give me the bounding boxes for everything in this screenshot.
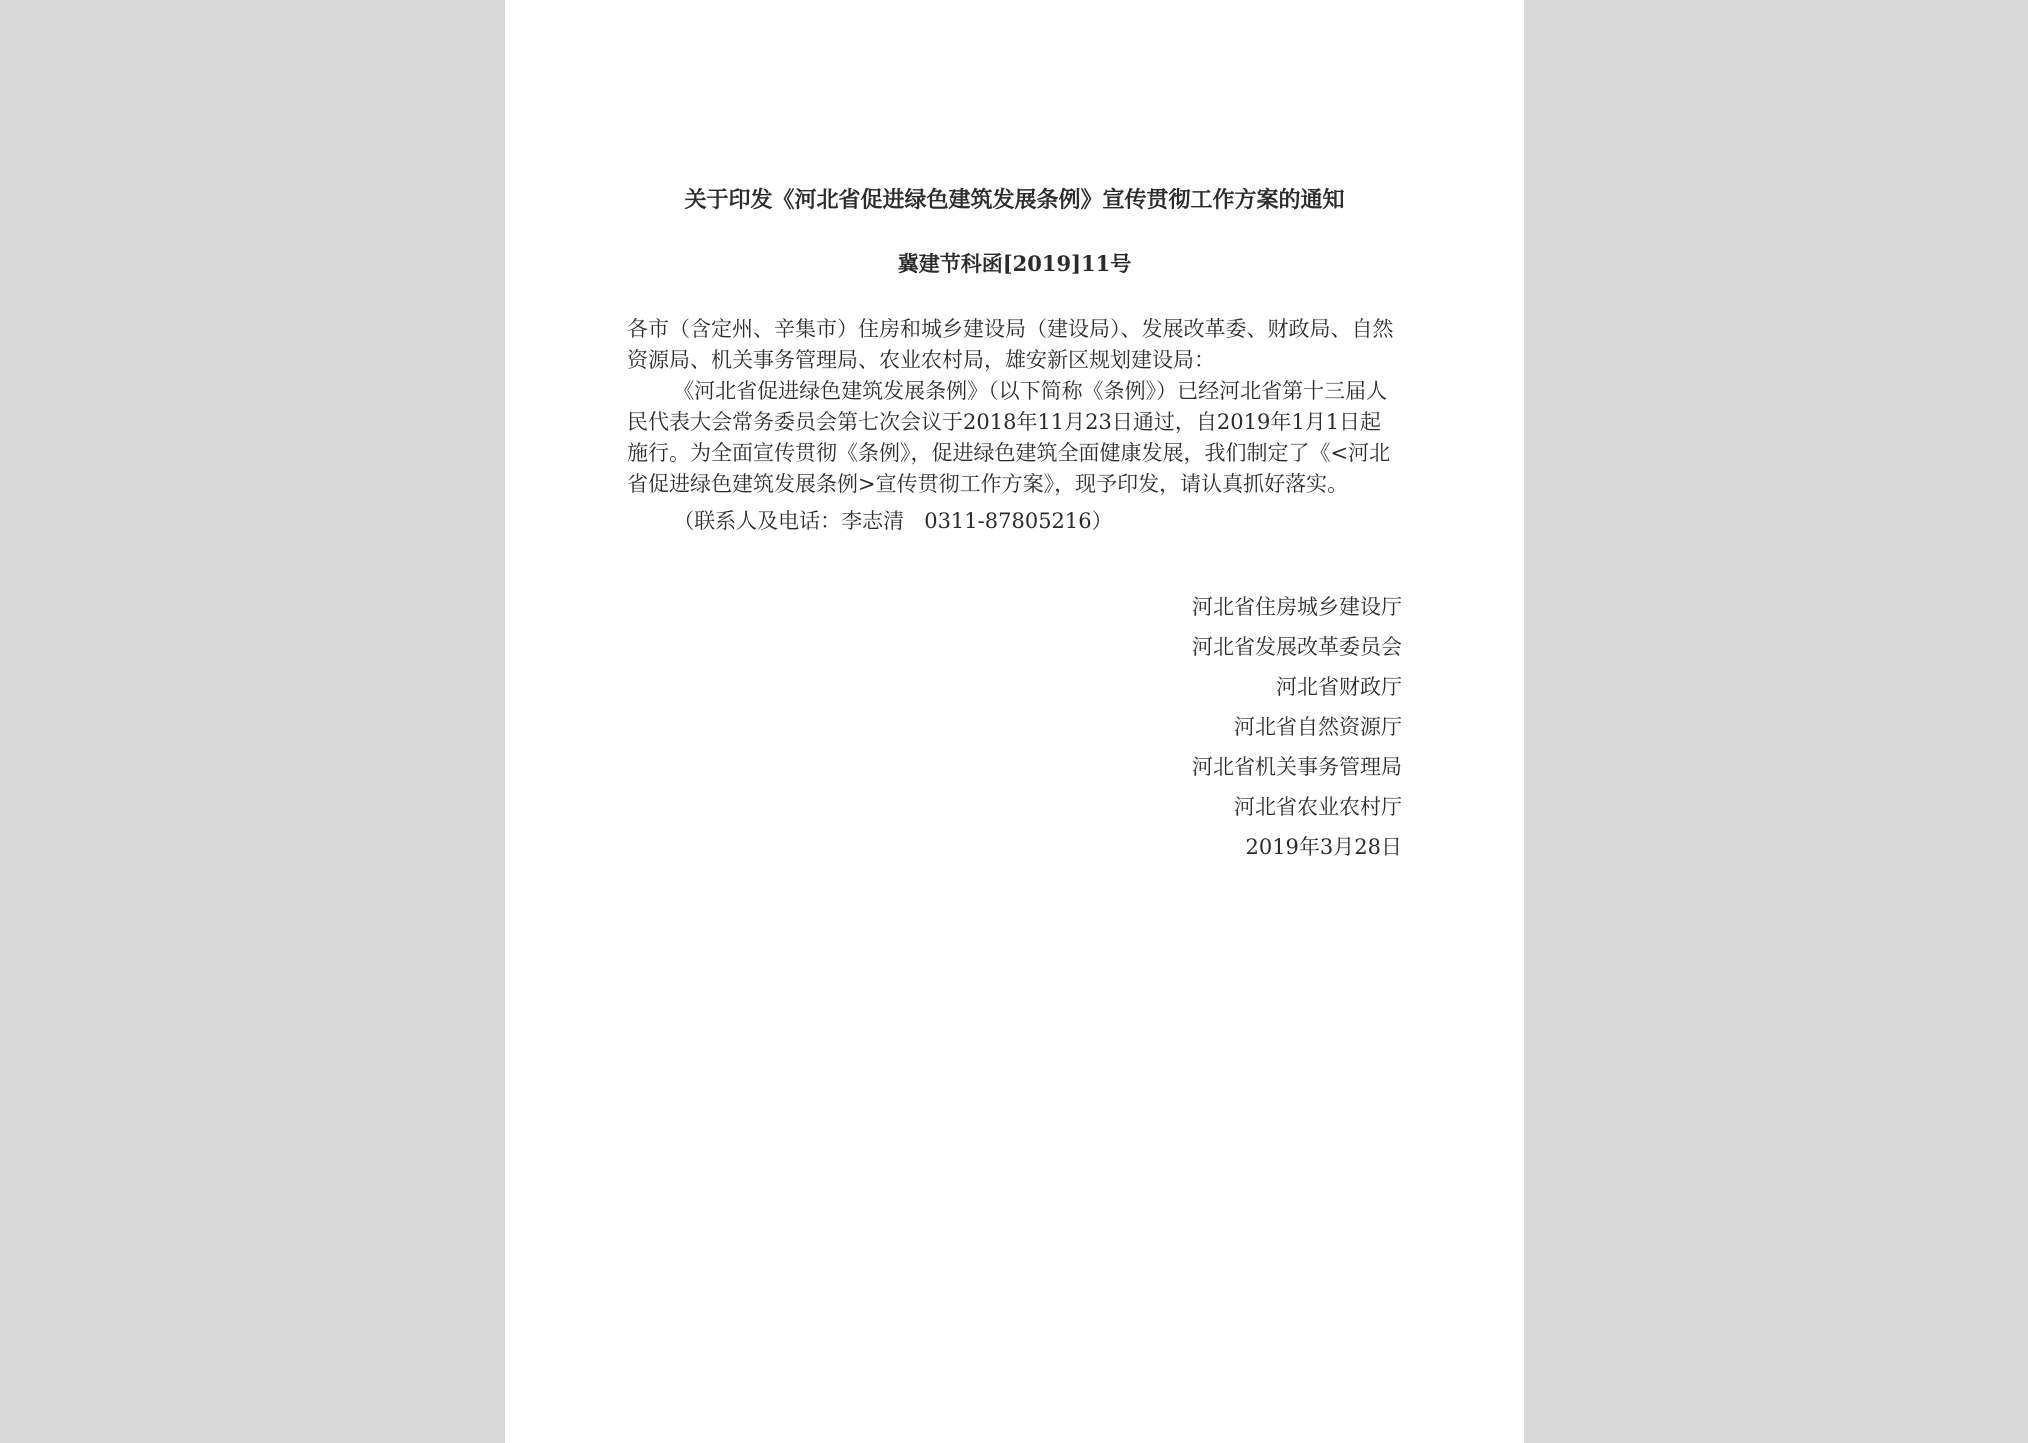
document-number: 冀建节科函[2019]11号 xyxy=(897,251,1132,276)
signatory-finance: 河北省财政厅 xyxy=(1276,675,1402,699)
document-title: 关于印发《河北省促进绿色建筑发展条例》宣传贯彻工作方案的通知 xyxy=(684,187,1345,213)
addressee-paragraph: 各市（含定州、辛集市）住房和城乡建设局（建设局）、发展改革委、财政局、自然资源局、机关事务管理局、农业农村局，雄安新区规划建设局： xyxy=(627,317,1394,372)
document-date: 2019年3月28日 xyxy=(1245,835,1402,859)
signatory-natural-resources: 河北省自然资源厅 xyxy=(1234,715,1402,739)
signatory-government-affairs: 河北省机关事务管理局 xyxy=(1192,755,1402,779)
body-paragraph: 《河北省促进绿色建筑发展条例》（以下简称《条例》）已经河北省第十三届人民代表大会常务委员会第七次会议于2018年11月23日通过，自2019年1月1日起施行。为全面宣传贯彻《条例》，促进绿色建筑全面健康发展，我们制定了《<河北省促进绿色建筑发展条例>宣传贯彻工作方案》，现予印发，请认真抓好落实。 xyxy=(627,379,1391,496)
signatory-agriculture: 河北省农业农村厅 xyxy=(1234,795,1402,819)
signatory-housing: 河北省住房城乡建设厅 xyxy=(1192,595,1402,619)
signature-block xyxy=(627,587,1402,867)
document-page xyxy=(505,0,1524,1443)
document-content xyxy=(627,180,1402,867)
signatory-development-reform: 河北省发展改革委员会 xyxy=(1192,635,1402,659)
contact-line: （联系人及电话：李志清 0311-87805216） xyxy=(673,509,1113,533)
